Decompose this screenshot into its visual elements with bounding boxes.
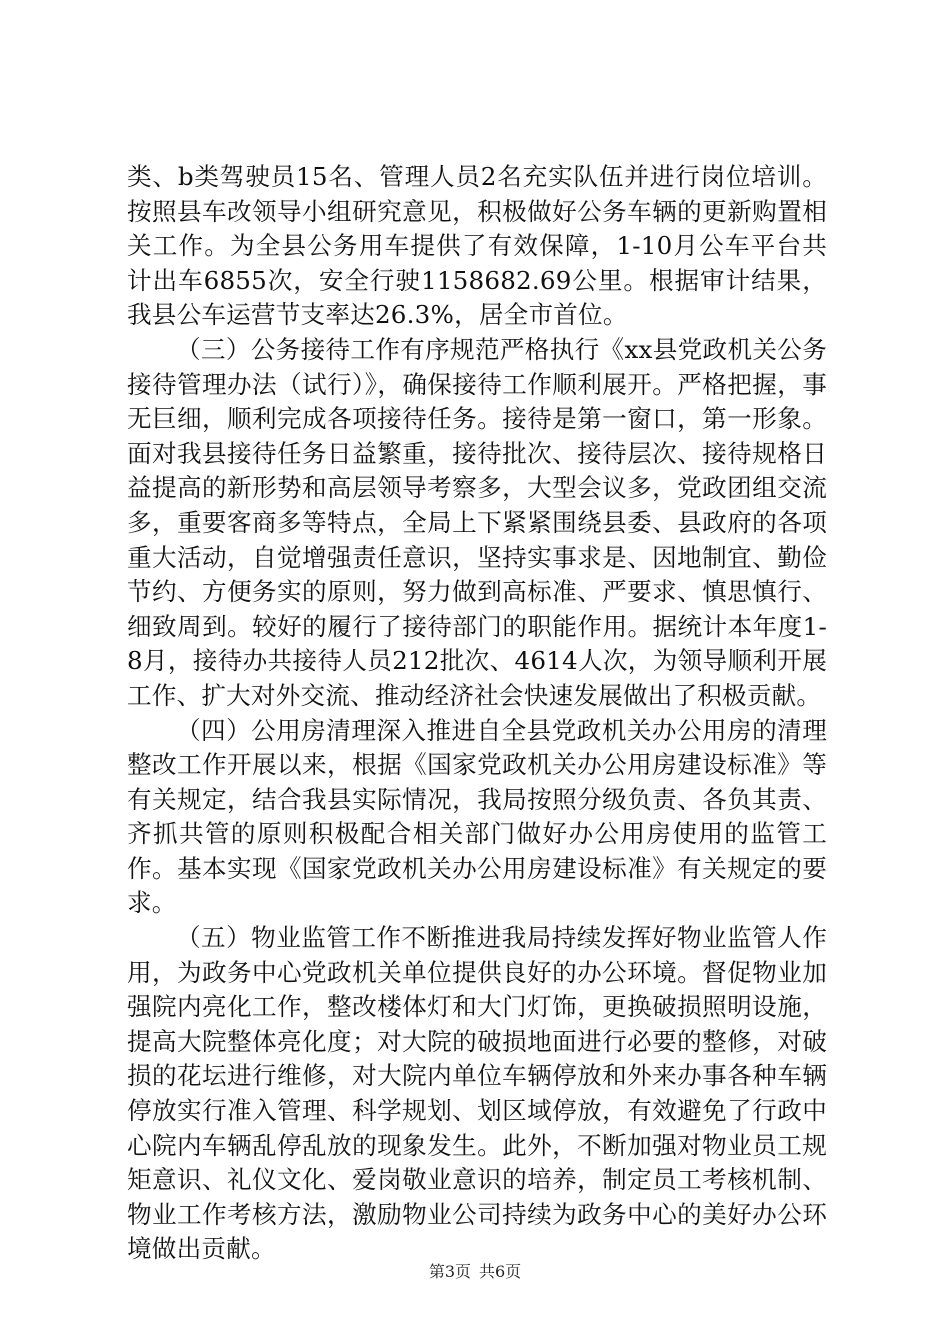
paragraph-vehicle-service: 类、b类驾驶员15名、管理人员2名充实队伍并进行岗位培训。按照县车改领导小组研究意见，积极做好公务车辆的更新购置相关工作。为全县公务用车提供了有效保障，1-10月公车平台共计出车6855次，安全行驶1158682.69公里。根据审计结果，我县公车运营节支率达26.3%，居全市首位。 [127, 162, 827, 330]
page-footer [0, 1262, 950, 1282]
page-number: 第3页 [428, 1262, 471, 1281]
paragraph-property-supervision: （五）物业监管工作不断推进我局持续发挥好物业监管人作用，为政务中心党政机关单位提供良好的办公环境。督促物业加强院内亮化工作，整改楼体灯和大门灯饰，更换破损照明设施，提高大院整体亮化度；对大院的破损地面进行必要的整修，对破损的花坛进行维修，对大院内单位车辆停放和外来办事各种车辆停放实行准入管理、科学规划、划区域停放，有效避免了行政中心院内车辆乱停乱放的现象发生。此外，不断加强对物业员工规矩意识、礼仪文化、爱岗敬业意识的培养，制定员工考核机制、物业工作考核方法，激励物业公司持续为政务中心的美好办公环境做出贡献。 [127, 923, 827, 1264]
document-body [127, 160, 827, 1267]
page-total: 共6页 [479, 1262, 522, 1281]
paragraph-official-reception: （三）公务接待工作有序规范严格执行《xx县党政机关公务接待管理办法（试行）》，确保接待工作顺利展开。严格把握，事无巨细，顺利完成各项接待任务。接待是第一窗口，第一形象。面对我县接待任务日益繁重，接待批次、接待层次、接待规格日益提高的新形势和高层领导考察多，大型会议多，党政团组交流多，重要客商多等特点，全局上下紧紧围绕县委、县政府的各项重大活动，自觉增强责任意识，坚持实事求是、因地制宜、勤俭节约、方便务实的原则，努力做到高标准、严要求、慎思慎行、细致周到。较好的履行了接待部门的职能作用。据统计本年度1-8月，接待办共接待人员212批次、4614人次，为领导顺利开展工作、扩大对外交流、推动经济社会快速发展做出了积极贡献。 [127, 334, 827, 710]
paragraph-office-housing: （四）公用房清理深入推进自全县党政机关办公用房的清理整改工作开展以来，根据《国家党政机关办公用房建设标准》等有关规定，结合我县实际情况，我局按照分级负责、各负其责、齐抓共管的原则积极配合相关部门做好办公用房使用的监管工作。基本实现《国家党政机关办公用房建设标准》有关规定的要求。 [127, 715, 827, 918]
